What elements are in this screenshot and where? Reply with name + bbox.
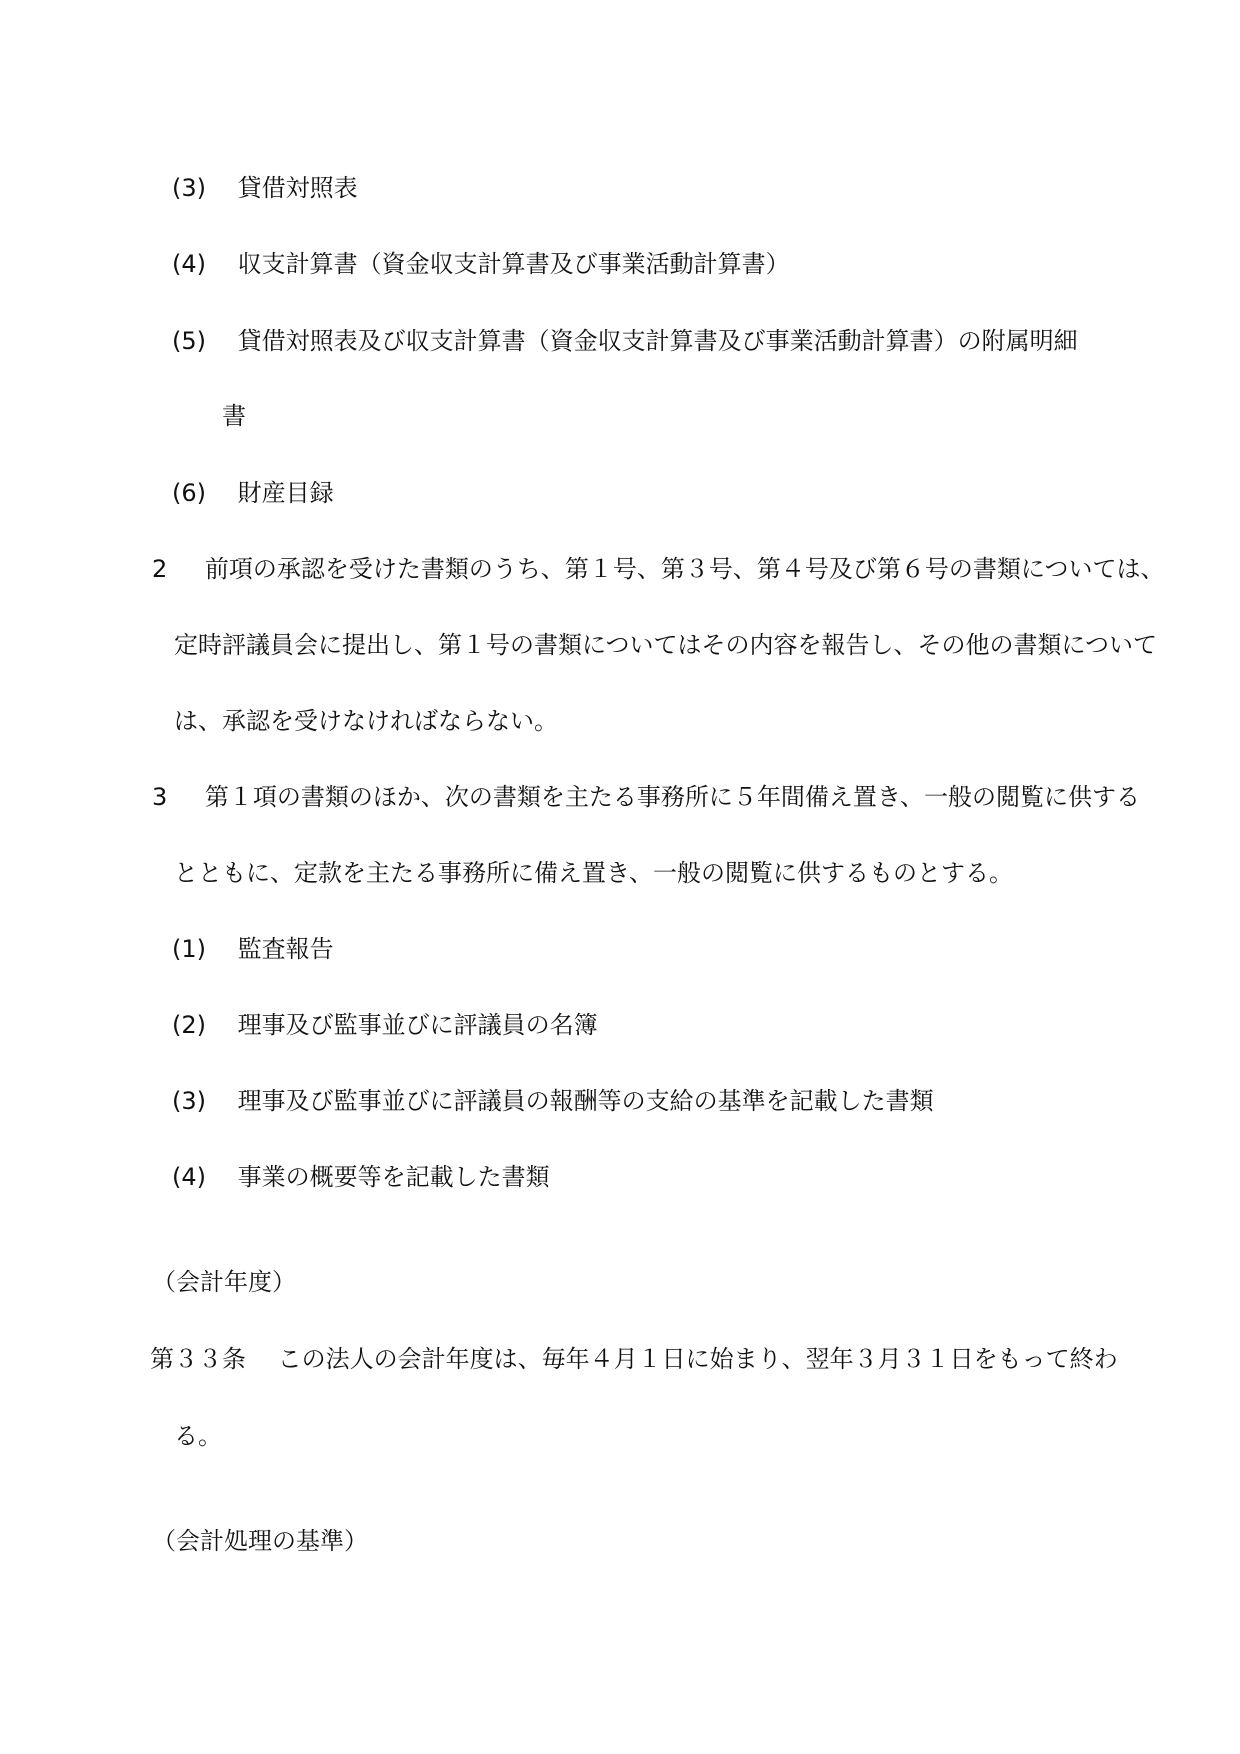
paragraph-2 — [152, 553, 1164, 585]
list-item — [172, 477, 334, 509]
item-number: (6) — [172, 479, 206, 507]
list-item — [172, 1085, 934, 1117]
item-text: 監査報告 — [237, 935, 334, 963]
paragraph-number: 2 — [152, 555, 168, 583]
paragraph-line: 第１項の書類のほか、次の書類を主たる事務所に５年間備え置き、一般の閲覧に供する — [204, 783, 1140, 811]
list-item — [172, 1009, 598, 1041]
item-number: (3) — [172, 174, 206, 202]
list-item — [172, 1161, 550, 1193]
item-text: 理事及び監事並びに評議員の名簿 — [237, 1011, 598, 1039]
section-heading: （会計年度） — [152, 1268, 296, 1296]
article-line: る。 — [174, 1422, 222, 1450]
item-text: 財産目録 — [237, 479, 334, 507]
paragraph-line: は、承認を受けなければならない。 — [174, 707, 558, 735]
article-33 — [150, 1343, 1118, 1375]
section-heading: （会計処理の基準） — [152, 1527, 368, 1555]
article-line: この法人の会計年度は、毎年４月１日に始まり、翌年３月３１日をもって終わ — [277, 1345, 1118, 1373]
item-number: (3) — [172, 1087, 206, 1115]
item-text: 収支計算書（資金収支計算書及び事業活動計算書） — [237, 250, 790, 278]
item-text: 事業の概要等を記載した書類 — [237, 1163, 550, 1191]
item-number: (2) — [172, 1011, 206, 1039]
article-number: 第３３条 — [150, 1345, 246, 1373]
list-item — [172, 325, 1078, 357]
list-item — [172, 933, 334, 965]
paragraph-line: 定時評議員会に提出し、第１号の書類についてはその内容を報告し、その他の書類について — [174, 631, 1158, 659]
paragraph-3 — [152, 781, 1140, 813]
paragraph-number: 3 — [152, 783, 168, 811]
item-number: (4) — [172, 250, 206, 278]
paragraph-line: 前項の承認を受けた書類のうち、第１号、第３号、第４号及び第６号の書類については、 — [204, 555, 1165, 583]
list-item — [172, 248, 790, 280]
item-text: 貸借対照表 — [237, 174, 358, 202]
item-text-continuation: 書 — [222, 402, 246, 430]
item-text: 貸借対照表及び収支計算書（資金収支計算書及び事業活動計算書）の附属明細 — [237, 327, 1078, 355]
item-number: (4) — [172, 1163, 206, 1191]
item-number: (5) — [172, 327, 206, 355]
paragraph-line: とともに、定款を主たる事務所に備え置き、一般の閲覧に供するものとする。 — [174, 859, 1014, 887]
item-number: (1) — [172, 935, 206, 963]
item-text: 理事及び監事並びに評議員の報酬等の支給の基準を記載した書類 — [237, 1087, 934, 1115]
list-item — [172, 172, 358, 204]
